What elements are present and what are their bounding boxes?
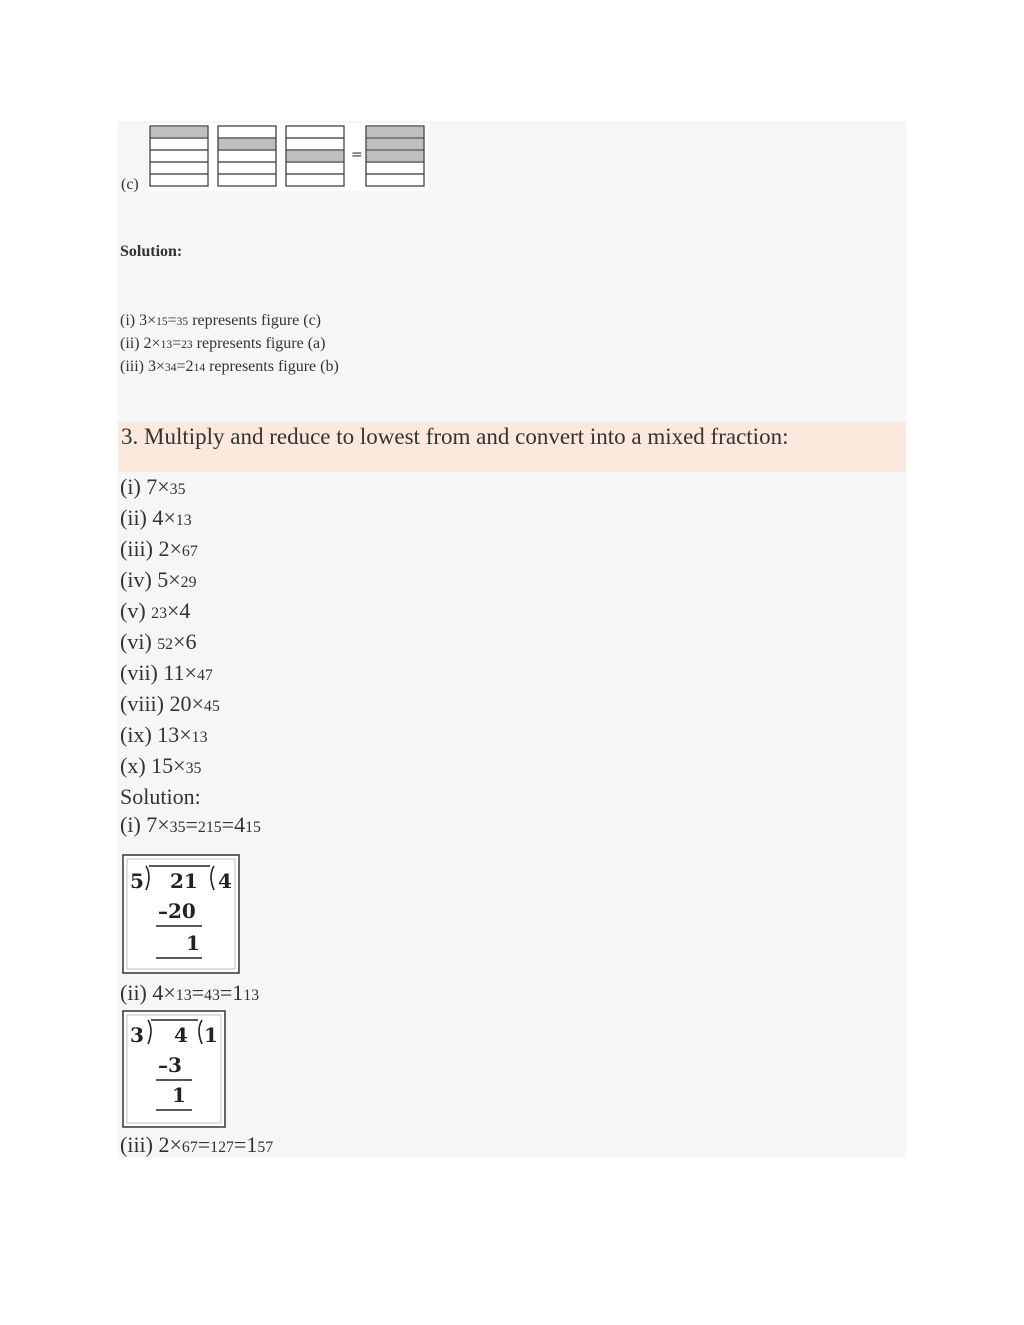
division-2-remainder: 1 [172, 1083, 186, 1107]
division-1-remainder: 1 [186, 931, 200, 955]
division-1-subtract: –20 [158, 899, 196, 923]
q3-item: (v) 23×4 [120, 598, 191, 623]
division-1-quotient: 4 [218, 869, 232, 893]
figure-c-label: (c) [121, 176, 139, 193]
q3-question-list [120, 473, 261, 842]
q3-answer: (ii) 4×13=43=113 [120, 980, 260, 1005]
q2-solution-item: (i) 3×15=35 represents figure (c) [120, 312, 322, 329]
q3-answer: (i) 7×35=215=415 [120, 812, 261, 837]
long-division-2 [122, 1010, 226, 1128]
division-2-subtract: –3 [158, 1053, 182, 1077]
q3-item: (ii) 4×13 [120, 505, 192, 530]
division-1-divisor: 5 [130, 869, 144, 893]
division-1-dividend: 21 [170, 869, 198, 893]
q3-answer: (iii) 2×67=127=157 [120, 1132, 274, 1157]
q3-item: (ix) 13×13 [120, 722, 208, 747]
division-2-dividend: 4 [174, 1023, 188, 1047]
q2-solution-item: (iii) 3×34=214 represents figure (b) [120, 358, 339, 375]
q2-solution-list [120, 310, 339, 379]
q3-solution-label: Solution: [120, 784, 201, 809]
division-2-quotient: 1 [204, 1023, 218, 1047]
q3-item: (i) 7×35 [120, 474, 186, 499]
solution-label: Solution: [120, 243, 183, 260]
long-division-1 [122, 854, 240, 974]
q3-item: (iii) 2×67 [120, 536, 198, 561]
q2-solution-item: (ii) 2×13=23 represents figure (a) [120, 335, 326, 352]
figure-c-fraction-bars [148, 123, 428, 191]
question-3-heading: 3. Multiply and reduce to lowest from and convert into a mixed fraction: [121, 424, 789, 449]
q3-item: (vii) 11×47 [120, 660, 213, 685]
q3-item: (vi) 52×6 [120, 629, 197, 654]
q3-item: (iv) 5×29 [120, 567, 197, 592]
figure-c-equals: = [351, 147, 363, 163]
q3-item: (viii) 20×45 [120, 691, 220, 716]
content-panel [118, 121, 906, 1158]
q3-item: (x) 15×35 [120, 753, 202, 778]
division-2-divisor: 3 [130, 1023, 144, 1047]
question-3-heading-band [118, 422, 906, 472]
